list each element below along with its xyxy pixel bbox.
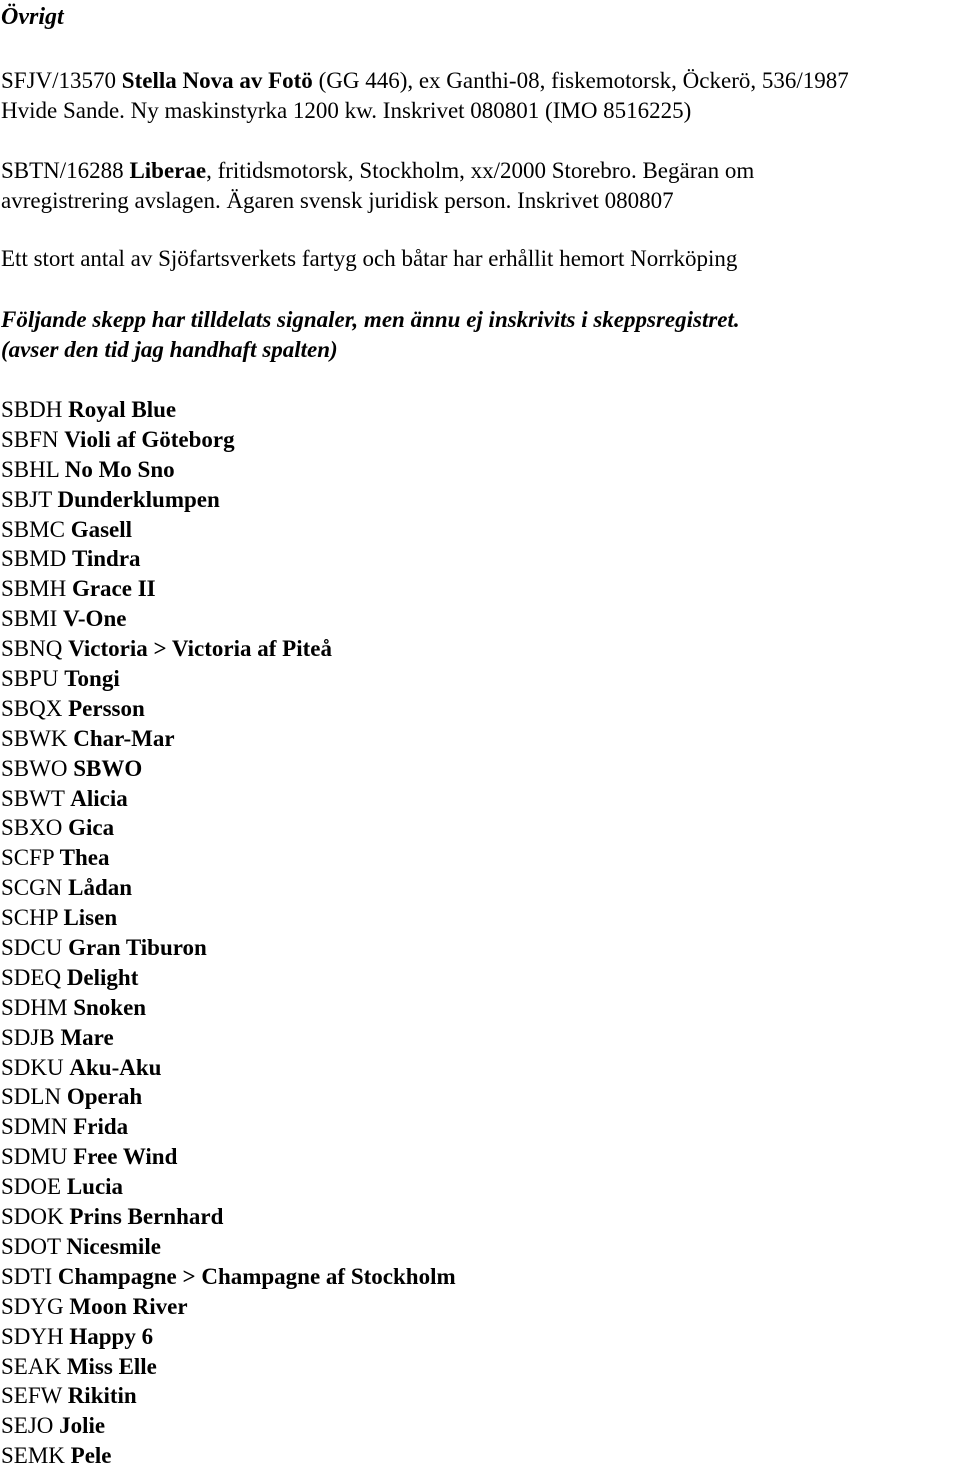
ship-name: Gica [68,815,115,841]
ship-name: Moon River [69,1293,188,1319]
ship-list-item [1,1262,960,1292]
ship-list-item [1,1352,960,1382]
call-sign: SCGN [1,875,63,901]
ship-list-item [1,1112,960,1142]
ship-name: Jolie [59,1413,106,1439]
ship-list-item [1,544,960,574]
call-sign: SBNQ [1,636,63,662]
ship-name: Char-Mar [73,725,175,751]
ship-list-item [1,1172,960,1202]
entry-details: (GG 446), ex Ganthi-08, fiskemotorsk, Öckerö, 536/1987 [318,68,849,93]
entry-code: SFJV/13570 [1,68,117,93]
call-sign: SEJO [1,1413,54,1439]
entry-ship-name: Stella Nova av Fotö [121,68,313,93]
ship-list-item [1,933,960,963]
ship-name: Pele [70,1443,112,1469]
pending-intro-line: Följande skepp har tilldelats signaler, men ännu ej inskrivits i skeppsregistret. [1,307,740,332]
call-sign: SBFN [1,426,59,452]
call-sign: SDHM [1,994,68,1020]
call-sign: SEAK [1,1353,62,1379]
ship-name: Lådan [68,875,133,901]
ship-name: Operah [66,1084,143,1110]
ship-list-item [1,1053,960,1083]
ship-list-item [1,843,960,873]
call-sign: SBPU [1,666,59,692]
call-sign: SBDH [1,397,63,422]
ship-name: Thea [59,845,110,871]
call-sign: SDCU [1,935,63,961]
call-sign: SDOK [1,1204,64,1230]
call-sign: SDLN [1,1084,62,1110]
call-sign: SBMH [1,576,67,602]
ship-list-item [1,1082,960,1112]
ship-name: Delight [66,964,139,990]
call-sign: SDYG [1,1293,64,1319]
pending-intro-subnote: (avser den tid jag handhaft spalten) [1,337,338,362]
ship-name: Gasell [70,516,133,542]
ship-list-item [1,1441,960,1471]
register-entry-stella-nova [1,66,960,126]
section-heading: Övrigt [1,4,64,30]
ship-name: Free Wind [73,1144,178,1170]
ship-name: Alicia [70,785,128,811]
ship-list-item [1,604,960,634]
ship-name: Prins Bernhard [69,1204,224,1230]
ship-name: Tongi [64,666,120,692]
ship-list-item [1,1381,960,1411]
ship-list-item [1,1202,960,1232]
call-sign: SDTI [1,1263,53,1289]
entry-code: SBTN/16288 [1,158,124,183]
pending-ship-list [1,395,960,1471]
call-sign: SDOT [1,1233,61,1259]
ship-name: V-One [63,606,127,632]
call-sign: SDMN [1,1114,68,1140]
ship-list-item [1,1292,960,1322]
ship-name: Mare [60,1024,114,1050]
call-sign: SBXO [1,815,63,841]
ship-name: SBWO [73,755,143,781]
home-port-note: Ett stort antal av Sjöfartsverkets fartyg och båtar har erhållit hemort Norrköping [1,246,738,271]
ship-name: Grace II [71,576,156,602]
ship-name: Tindra [71,546,141,572]
ship-list-item [1,784,960,814]
ship-name: No Mo Sno [64,456,175,482]
ship-list-item [1,664,960,694]
ship-name: Frida [73,1114,129,1140]
ship-list-item [1,395,960,425]
ship-list-item [1,1322,960,1352]
ship-list-item [1,903,960,933]
ship-name: Aku-Aku [69,1054,162,1080]
ship-name: Lucia [66,1174,124,1200]
ship-list-item [1,963,960,993]
ship-list-item [1,754,960,784]
pending-ships-intro [1,305,960,365]
ship-name: Gran Tiburon [68,935,207,961]
call-sign: SDMU [1,1144,68,1170]
ship-name: Snoken [73,994,147,1020]
ship-name: Happy 6 [69,1323,154,1349]
call-sign: SDJB [1,1024,55,1050]
ship-name: Lisen [63,905,118,931]
call-sign: SBMC [1,516,65,542]
ship-name: Rikitin [67,1383,137,1409]
call-sign: SBJT [1,486,52,512]
ship-name: Violi af Göteborg [64,426,235,452]
call-sign: SBWK [1,725,68,751]
ship-name: Persson [68,695,145,721]
call-sign: SCHP [1,905,58,931]
call-sign: SBWO [1,755,68,781]
ship-list-item [1,485,960,515]
call-sign: SBHL [1,456,59,482]
ship-list-item [1,574,960,604]
call-sign: SEFW [1,1383,62,1409]
call-sign: SDOE [1,1174,62,1200]
ship-list-item [1,993,960,1023]
entry-details-continued: avregistrering avslagen. Ägaren svensk juridisk person. Inskrivet 080807 [1,188,674,213]
ship-list-item [1,1411,960,1441]
ship-list-item [1,694,960,724]
entry-details-continued: Hvide Sande. Ny maskinstyrka 1200 kw. Inskrivet 080801 (IMO 8516225) [1,98,692,123]
call-sign: SDYH [1,1323,64,1349]
ship-name: Nicesmile [66,1233,161,1259]
call-sign: SBWT [1,785,65,811]
call-sign: SEMK [1,1443,65,1469]
call-sign: SBMI [1,606,58,632]
ship-list-item [1,813,960,843]
ship-list-item [1,1232,960,1262]
call-sign: SDKU [1,1054,64,1080]
register-entry-liberae [1,156,960,216]
ship-name: Champagne > Champagne af Stockholm [57,1263,456,1289]
ship-list-item [1,634,960,664]
ship-list-item [1,515,960,545]
ship-list-item [1,873,960,903]
entry-details: , fritidsmotorsk, Stockholm, xx/2000 Storebro. Begäran om [206,158,755,183]
ship-name: Miss Elle [66,1353,157,1379]
ship-list-item [1,724,960,754]
call-sign: SBMD [1,546,67,572]
call-sign: SCFP [1,845,54,871]
ship-name: Victoria > Victoria af Piteå [68,636,332,662]
ship-list-item [1,425,960,455]
ship-list-item [1,1023,960,1053]
entry-ship-name: Liberae [129,158,207,183]
call-sign: SBQX [1,695,63,721]
ship-name: Royal Blue [68,397,177,422]
ship-list-item [1,1142,960,1172]
ship-list-item [1,455,960,485]
call-sign: SDEQ [1,964,62,990]
ship-name: Dunderklumpen [57,486,220,512]
